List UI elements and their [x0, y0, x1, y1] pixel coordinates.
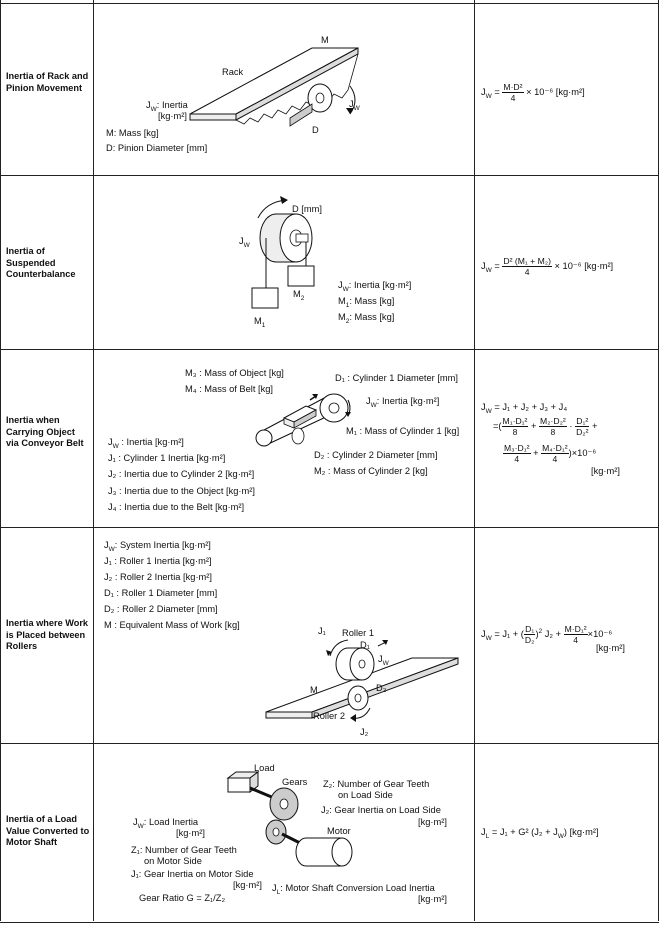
formula-conveyor-line2: =( $\frac{\text{M₁·D₁²}}{8}$ + $\frac{\text{M₂·D₂²}}{8}$ · $\frac{\text{D₁²}}{\text{D₂²}}$ +: [493, 416, 598, 437]
label-j2-def: J₂ : Roller 2 Inertia [kg·m²]: [104, 572, 212, 582]
label-jw-1: $J_W$: Load Inertia: [133, 817, 199, 830]
label-j4: J₄ : Inertia due to the Belt [kg·m²]: [108, 502, 245, 512]
label-jw-2: [kg·m²]: [176, 828, 205, 838]
label-jw: $J_W$: [378, 654, 389, 667]
label-j3: J₃ : Inertia due to the Object [kg·m²]: [108, 486, 255, 496]
label-m-def: M : Equivalent Mass of Work [kg]: [104, 620, 240, 630]
label-m2-def: $M_2$: Mass [kg]: [338, 312, 395, 325]
label-m1: M₁ : Mass of Cylinder 1 [kg]: [346, 426, 460, 436]
label-j2: J₂ : Inertia due to Cylinder 2 [kg·m²]: [108, 469, 255, 479]
label-z2-2: on Load Side: [338, 790, 393, 800]
label-j2: J₂: [360, 727, 369, 737]
formula-den: 4: [510, 93, 516, 103]
label-jw-def: $J_W$: Inertia: [146, 100, 188, 113]
row-rack-pinion: [0, 3, 659, 176]
formula-counterbalance: $J_W$ = $\frac{\text{D² (M₁ + M₂)}}{4}$ × 10⁻⁶ [kg·m²]: [481, 256, 614, 277]
label-roller1: Roller 1: [342, 628, 375, 638]
label-roller2: Roller 2: [313, 711, 346, 721]
label-j1-2: [kg·m²]: [233, 880, 262, 890]
label-m4: M₄ : Mass of Belt [kg]: [185, 384, 274, 394]
label-m1-def: $M_1$: Mass [kg]: [338, 296, 395, 309]
label-jw-def: $J_W$: System Inertia [kg·m²]: [104, 540, 211, 553]
label-d2: D₂: [376, 683, 387, 693]
formula-rollers-unit: [kg·m²]: [596, 643, 625, 653]
label-gear-ratio: Gear Ratio G = Z₁/Z₂: [139, 893, 226, 903]
label-m-def: M: Mass [kg]: [106, 128, 159, 138]
label-m3: M₃ : Mass of Object [kg]: [185, 368, 284, 378]
label-d: D: [312, 125, 319, 135]
label-j1: J₁ : Cylinder 1 Inertia [kg·m²]: [108, 453, 226, 463]
label-m2: M₂ : Mass of Cylinder 2 [kg]: [314, 466, 428, 476]
label-d1-def: D₁ : Roller 1 Diameter [mm]: [104, 588, 218, 598]
formula-conveyor-line1: $J_W = J_1 + J_2 + J_3 + J_4$: [481, 402, 568, 415]
row-motor-shaft: [0, 743, 659, 923]
label-jw: $J_W$: [239, 236, 250, 249]
label-jl-unit: [kg·m²]: [418, 894, 447, 904]
label-d1: D₁: [360, 640, 370, 650]
label-jw-unit: [kg·m²]: [158, 111, 187, 121]
label-j1: J₁: [318, 626, 326, 636]
label-motor: Motor: [327, 826, 351, 836]
label-m2: $M_2$: [293, 289, 305, 302]
label-jw-inertia: $J_W$: Inertia [kg·m²]: [366, 396, 440, 409]
formula-rack-pinion: $J_W$ = $\frac{\text{M·D²}}{4}$ × 10⁻⁶ [kg·m²]: [481, 82, 585, 103]
formula-motor-shaft: $J_L = J_1 + G^2$ $(J_2 + J_W)$ [kg·m²]: [481, 827, 599, 840]
row-counterbalance: [0, 175, 659, 350]
rack-pinion-figure: [180, 36, 380, 146]
label-gears: Gears: [282, 777, 308, 787]
label-jw-def: $J_W$: Inertia [kg·m²]: [338, 280, 412, 293]
label-m: M: [321, 35, 329, 45]
row-title: Inertia when Carrying Object via Conveyor Belt: [6, 415, 84, 448]
formula-num: M·D²: [503, 82, 523, 92]
label-z2-1: Z₂: Number of Gear Teeth: [323, 779, 430, 789]
label-rack: Rack: [222, 67, 244, 77]
label-j1-def: J₁ : Roller 1 Inertia [kg·m²]: [104, 556, 212, 566]
label-j2-2: [kg·m²]: [418, 817, 447, 827]
label-j2-1: J₂: Gear Inertia on Load Side: [321, 805, 441, 815]
label-z1-2: on Motor Side: [144, 856, 202, 866]
formula-conveyor-line3: $\frac{\text{M₃·D₁²}}{4}$ + $\frac{\text{M₄·D₁²}}{4}$ )×10⁻⁶: [504, 443, 597, 464]
label-m1: $M_1$: [254, 316, 266, 329]
row-title: Inertia of Rack and Pinion Movement: [6, 71, 89, 93]
counterbalance-figure: [236, 196, 346, 326]
row-rollers: [0, 527, 659, 744]
label-z1-1: Z₁: Number of Gear Teeth: [131, 845, 237, 855]
label-d1: D₁ : Cylinder 1 Diameter [mm]: [335, 373, 458, 383]
label-d: D [mm]: [292, 204, 322, 214]
formula-rollers: $J_W = J_1$ + ( $\frac{\text{D₁}}{\text{D₂}}$ )$^2$ J₂ + $\frac{\text{M·D₁²}}{4}$ ×10⁻⁶: [481, 624, 613, 645]
label-jw-right: $J_W$: [349, 99, 360, 112]
row-conveyor: [0, 349, 659, 528]
label-d-def: D: Pinion Diameter [mm]: [106, 143, 208, 153]
label-j1-1: J₁: Gear Inertia on Motor Side: [131, 869, 254, 879]
formula-conveyor-unit: [kg·m²]: [591, 466, 620, 476]
row-title: Inertia where Work is Placed between Rollers: [6, 618, 89, 651]
label-jl: $J_L$: Motor Shaft Conversion Load Inertia: [272, 883, 435, 896]
label-d2-def: D₂ : Roller 2 Diameter [mm]: [104, 604, 218, 614]
label-jw-def: $J_W$ : Inertia [kg·m²]: [108, 437, 184, 450]
label-load: Load: [254, 763, 275, 773]
row-title: Inertia of Suspended Counterbalance: [6, 246, 76, 279]
label-d2: D₂ : Cylinder 2 Diameter [mm]: [314, 450, 438, 460]
row-title: Inertia of a Load Value Converted to Motor Shaft: [6, 814, 90, 847]
formula-num: D² (M₁ + M₂): [503, 256, 551, 266]
label-m: M: [310, 685, 318, 695]
formula-den: 4: [524, 267, 530, 277]
